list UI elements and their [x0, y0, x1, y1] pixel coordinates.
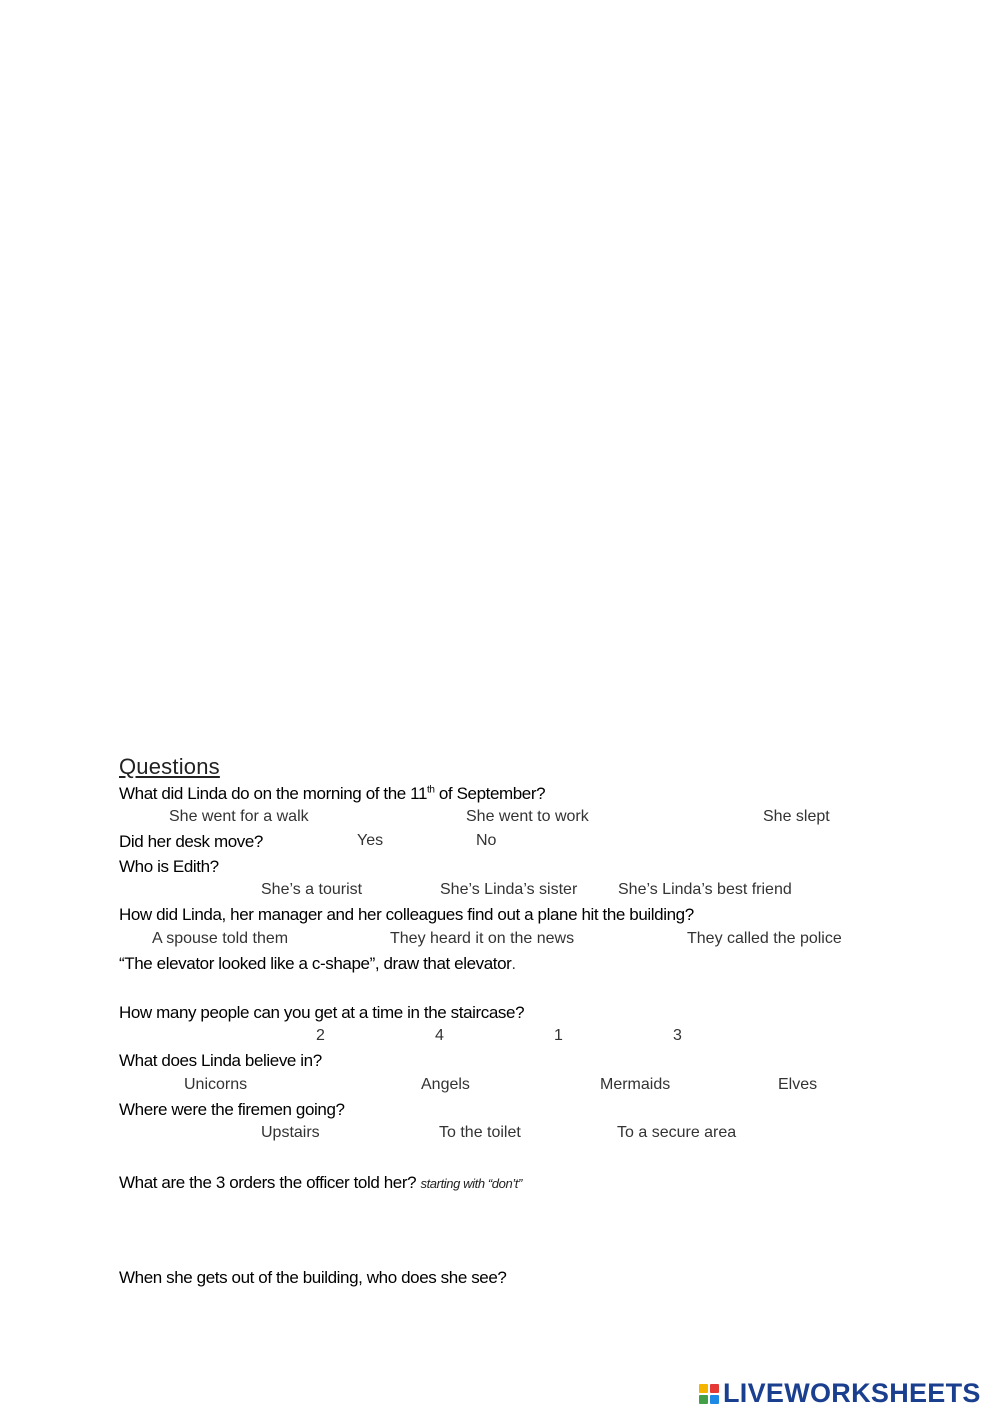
q7-option-2[interactable]: Angels: [421, 1076, 470, 1093]
question-6: How many people can you get at a time in the staircase?: [119, 1003, 525, 1022]
liveworksheets-logo: [699, 1378, 981, 1409]
question-3: Who is Edith?: [119, 857, 219, 876]
q3-option-3[interactable]: She’s Linda’s best friend: [618, 881, 792, 898]
q2-option-1[interactable]: Yes: [357, 832, 384, 849]
question-8: Where were the firemen going?: [119, 1100, 345, 1119]
logo-square-3: [699, 1395, 708, 1404]
questions-heading: Questions: [119, 754, 220, 779]
question-10: When she gets out of the building, who does she see?: [119, 1268, 507, 1287]
question-5-period: .: [511, 956, 516, 973]
q8-option-1[interactable]: Upstairs: [261, 1124, 320, 1141]
q6-option-1[interactable]: 2: [316, 1027, 325, 1044]
question-9-note: starting with “don’t”: [420, 1176, 522, 1191]
logo-square-2: [710, 1384, 719, 1393]
q6-option-3[interactable]: 1: [554, 1027, 563, 1044]
question-5: [119, 954, 515, 974]
question-1-text: What did Linda do on the morning of the 11: [119, 784, 427, 803]
q8-option-3[interactable]: To a secure area: [617, 1124, 737, 1141]
logo-square-1: [699, 1384, 708, 1393]
q3-option-1[interactable]: She’s a tourist: [261, 881, 363, 898]
q2-option-2[interactable]: No: [476, 832, 497, 849]
question-7: What does Linda believe in?: [119, 1051, 322, 1070]
q7-option-3[interactable]: Mermaids: [600, 1076, 671, 1093]
q1-option-3[interactable]: She slept: [763, 808, 830, 825]
question-5-text: “The elevator looked like a c-shape”, draw that elevator: [119, 954, 512, 973]
question-4: How did Linda, her manager and her colleagues find out a plane hit the building?: [119, 905, 694, 924]
q7-option-1[interactable]: Unicorns: [184, 1076, 248, 1093]
q7-option-4[interactable]: Elves: [778, 1076, 818, 1093]
q1-option-1[interactable]: She went for a walk: [169, 808, 309, 825]
q6-option-4[interactable]: 3: [673, 1027, 682, 1044]
q8-option-2[interactable]: To the toilet: [439, 1124, 521, 1141]
q3-option-2[interactable]: She’s Linda’s sister: [440, 881, 578, 898]
question-9-text: What are the 3 orders the officer told her?: [119, 1173, 417, 1192]
question-2: Did her desk move?: [119, 832, 263, 851]
logo-square-4: [710, 1395, 719, 1404]
q1-option-2[interactable]: She went to work: [466, 808, 589, 825]
question-9: [119, 1173, 522, 1193]
q4-option-2[interactable]: They heard it on the news: [390, 930, 575, 947]
question-1-text-end: of September?: [434, 784, 546, 803]
q4-option-3[interactable]: They called the police: [687, 930, 842, 947]
question-1: [119, 784, 545, 804]
q6-option-2[interactable]: 4: [435, 1027, 444, 1044]
logo-mark-icon: [699, 1384, 719, 1404]
logo-text: LIVEWORKSHEETS: [723, 1378, 981, 1408]
question-1-sup: th: [427, 784, 435, 796]
q4-option-1[interactable]: A spouse told them: [152, 930, 289, 947]
